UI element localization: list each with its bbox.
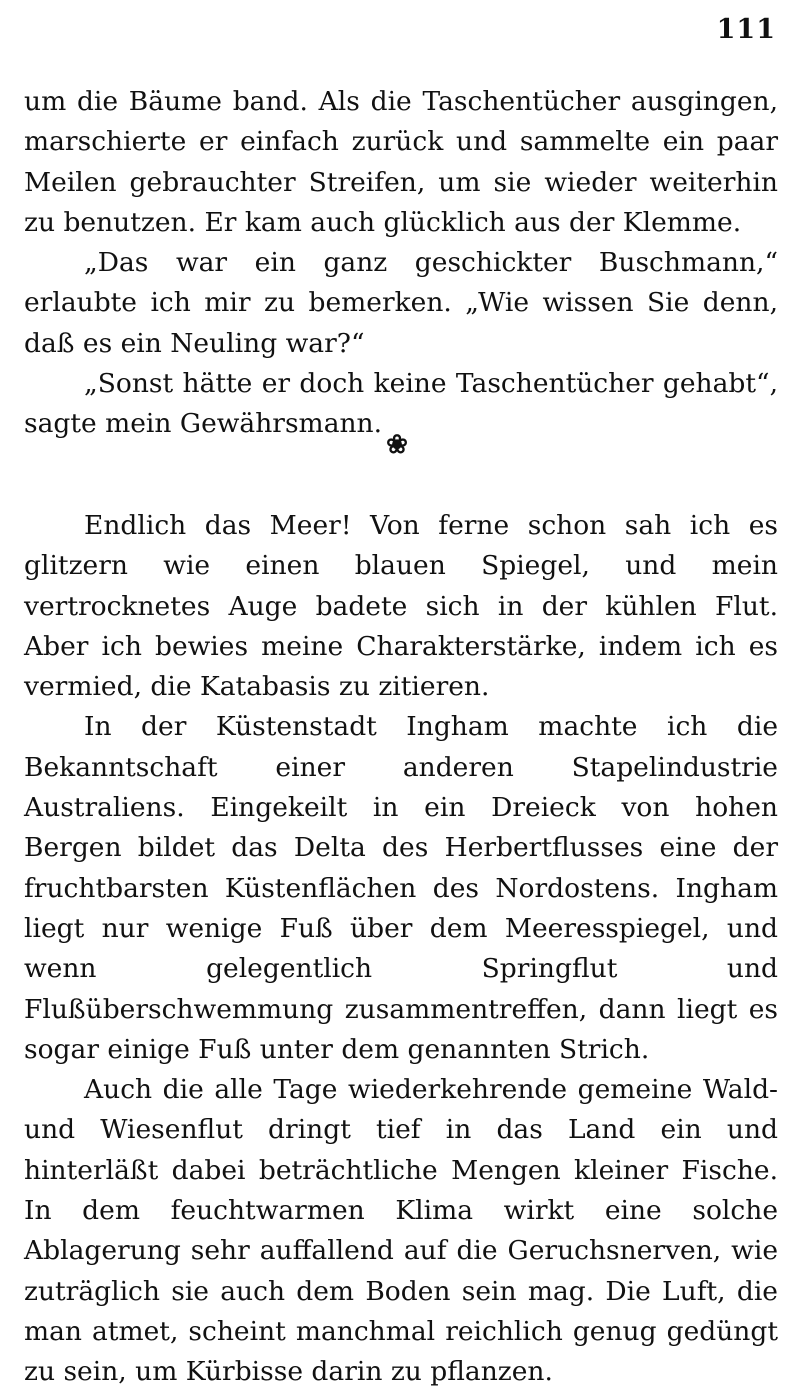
paragraph-continuation: um die Bäume band. Als die Taschentücher ausgingen, marschierte er einfach zurück und sammelte ein paar Meilen gebrauchter Streifen, um sie wieder weiterhin zu benutzen. Er kam auch glücklich aus der Klemme. xyxy=(24,86,778,238)
paragraph-flood: Auch die alle Tage wiederkehrende gemeine Wald- und Wiesenflut dringt tief in das Land ein und hinterläßt dabei beträchtliche Mengen kleiner Fische. In dem feuchtwarmen Klima wirkt eine solche Ablagerung sehr auffallend auf die Geruchsnerven, wie zuträglich sie auch dem Boden sein mag. Die Luft, die man atmet, scheint manchmal reichlich genug gedüngt zu sein, um Kürbisse darin zu pflanzen. xyxy=(24,1074,778,1388)
paragraph-sea: Endlich das Meer! Von ferne schon sah ich es glitzern wie einen blauen Spiegel, und mein vertrocknetes Auge badete sich in der kühlen Flut. Aber ich bewies meine Charakterstärke, indem ich es vermied, die Katabasis zu zitieren. xyxy=(24,510,778,703)
section-divider-ornament-icon: ❀ xyxy=(386,430,408,460)
paragraph-ingham: In der Küstenstadt Ingham machte ich die Bekanntschaft einer anderen Stapelindustrie Australiens. Eingekeilt in ein Dreieck von hohen Bergen bildet das Delta des Herbertflusses eine der fruchtbarsten Küstenflächen des Nordostens. Ingham liegt nur wenige Fuß über dem Meeresspiegel, und wenn gelegentlich Springflut und Flußüberschwemmung zusammentreffen, dann liegt es sogar einige Fuß unter dem genannten Strich. xyxy=(24,711,778,1065)
page-number: 111 xyxy=(716,14,776,45)
paragraph-dialogue-answer: „Sonst hätte er doch keine Taschentücher gehabt“, sagte mein Gewährsmann. xyxy=(24,368,778,440)
text-section-2 xyxy=(24,506,778,1393)
paragraph-dialogue-question: „Das war ein ganz geschickter Buschmann,“ erlaubte ich mir zu bemerken. „Wie wissen Sie denn, daß es ein Neuling war?“ xyxy=(24,247,778,359)
text-section-1 xyxy=(24,82,778,445)
